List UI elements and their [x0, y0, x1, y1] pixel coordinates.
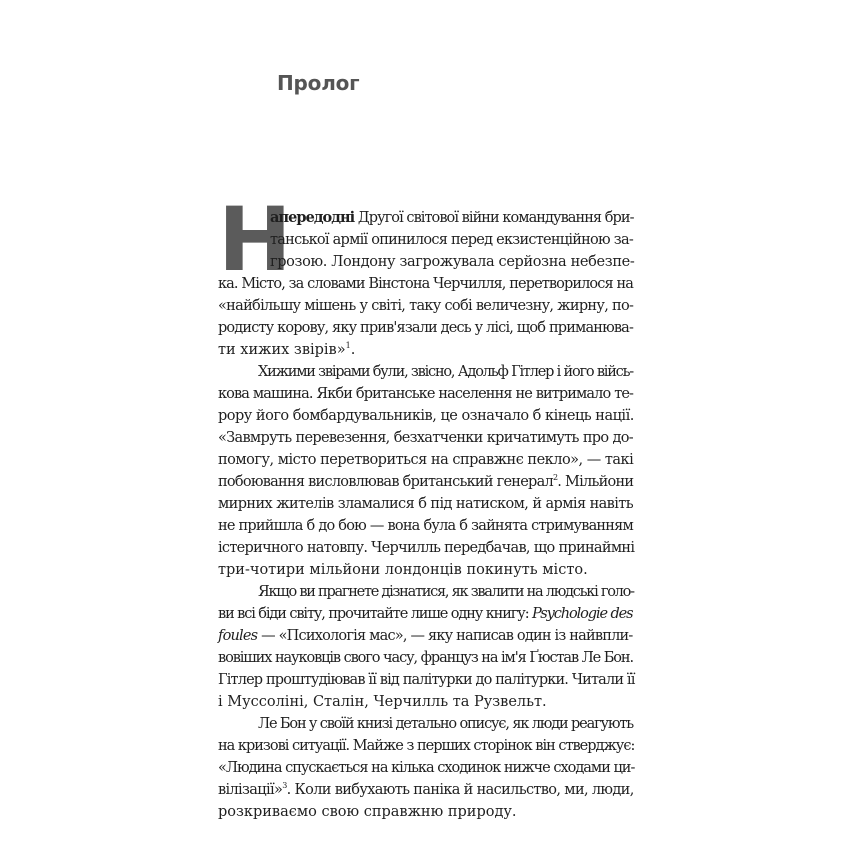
footnote-ref[interactable]: 3	[282, 781, 287, 790]
footnote-ref[interactable]: 1	[345, 341, 351, 350]
text-line: «Завмруть перевезення, безхатченки кричатимуть про до-	[218, 430, 633, 446]
chapter-title: Пролог	[277, 71, 360, 95]
text-line: три-чотири мільйони лондонців покинуть місто.	[218, 562, 588, 578]
book-title-fr: Psychologie des	[532, 606, 633, 622]
text-line: мирних жителів зламалися б під натиском, й армія навіть	[218, 496, 633, 512]
text-line: на кризові ситуації. Майже з перших сторінок він стверджує:	[218, 738, 635, 754]
text-line: «найбільшу мішень у світі, таку собі величезну, жирну, по-	[218, 298, 634, 314]
text-line: апередодні Другої світової війни командування бри-	[270, 209, 634, 226]
paragraph-2	[218, 361, 633, 581]
text-line: «Людина спускається на кілька сходинок нижче сходами ци-	[218, 760, 635, 776]
text-line: вілізації»$^3$. Коли вибухають паніка й насильство, ми, люди,	[218, 781, 634, 798]
paragraph-1	[218, 188, 635, 361]
text-line: Хижими звірами були, звісно, Адольф Гітлер і його війсь-	[258, 364, 633, 380]
text-line: вовіших науковців свого часу, француз на ім'я Ґюстав Ле Бон.	[218, 650, 633, 666]
drop-cap: Н	[218, 188, 290, 291]
text-line: родисту корову, яку прив'язали десь у лісі, щоб приманюва-	[218, 320, 633, 336]
text-line: ка. Місто, за словами Вінстона Черчилля, перетворилося на	[218, 276, 633, 292]
text-line: побоювання висловлював британський генерал$^2$. Мільйони	[218, 473, 634, 490]
text-line: ви всі біди світу, прочитайте лише одну книгу: Psychologie des	[218, 606, 633, 622]
paragraph-3	[218, 581, 633, 713]
text-line: помогу, місто перетвориться на справжнє пекло», — такі	[218, 452, 634, 468]
text-line: розкриваємо свою справжню природу.	[218, 804, 517, 820]
text-line: Ле Бон у своїй книзі детально описує, як люди реагують	[258, 716, 633, 732]
text-line: кова машина. Якби британське населення не витримало те-	[218, 386, 633, 402]
text-line: Якщо ви прагнете дізнатися, як звалити на людські голо-	[258, 584, 634, 600]
text-line: не прийшла б до бою — вона була б зайнята стримуванням	[218, 518, 633, 534]
book-title-fr: foules	[218, 628, 258, 644]
text-line: істеричного натовпу. Черчилль передбачав, що принаймні	[218, 540, 635, 556]
text-line: Гітлер проштудіював її від палітурки до палітурки. Читали її	[218, 672, 635, 688]
paragraph-4	[218, 713, 633, 823]
text-line: foules — «Психологія мас», — яку написав один із найвпли-	[218, 628, 633, 644]
text-line: грозою. Лондону загрожувала серйозна небезпе-	[270, 254, 635, 270]
text-line: танської армії опинилося перед екзистенційною за-	[270, 232, 633, 248]
text-line: ти хижих звірів»$^1$.	[218, 341, 356, 358]
chapter-body	[218, 188, 635, 823]
text-line: рору його бомбардувальників, це означало б кінець нації.	[218, 408, 634, 424]
lead-word: апередодні	[270, 209, 355, 226]
text-line: і Муссоліні, Сталін, Черчилль та Рузвельт.	[218, 694, 547, 710]
footnote-ref[interactable]: 2	[552, 473, 558, 482]
